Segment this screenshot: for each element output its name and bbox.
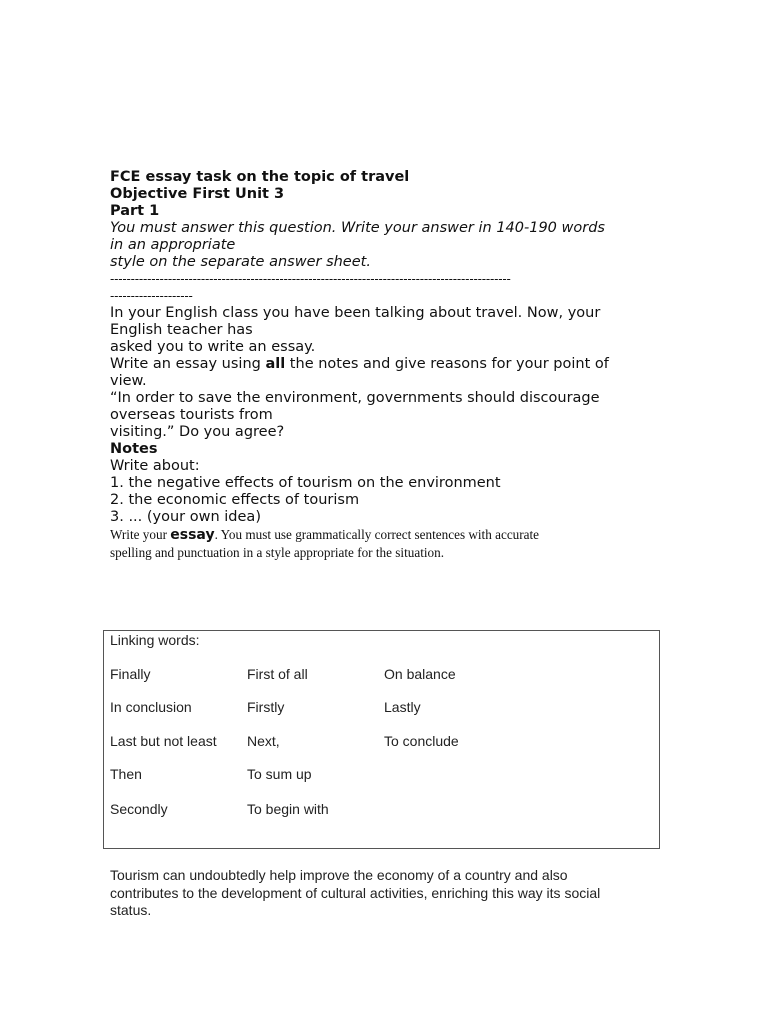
write-instruction-continued: view. xyxy=(110,373,147,389)
context-line: asked you to write an essay. xyxy=(110,339,316,355)
linking-word: Firstly xyxy=(247,699,285,715)
write-prefix: Write an essay using xyxy=(110,356,266,372)
final-instruction xyxy=(110,526,670,544)
linking-word: Finally xyxy=(110,666,151,682)
quote-line: visiting.” Do you agree? xyxy=(110,424,285,440)
linking-word: Next, xyxy=(247,733,280,749)
write-about: Write about: xyxy=(110,458,200,474)
final-instruction-continued: spelling and punctuation in a style appropriate for the situation. xyxy=(110,545,445,560)
instruction-line: style on the separate answer sheet. xyxy=(110,254,371,270)
linking-word: To sum up xyxy=(247,766,312,782)
paragraph-line: status. xyxy=(110,902,152,918)
task-heading: FCE essay task on the topic of travel xyxy=(110,169,410,185)
note-item: 3. ... (your own idea) xyxy=(110,509,261,525)
linking-word: Last but not least xyxy=(110,733,217,749)
instruction-line: in an appropriate xyxy=(110,237,236,253)
linking-words-box xyxy=(103,630,660,849)
note-item: 1. the negative effects of tourism on the environment xyxy=(110,475,501,491)
paragraph-line: contributes to the development of cultural activities, enriching this way its social xyxy=(110,884,601,901)
task-part: Part 1 xyxy=(110,203,160,219)
context-line: In your English class you have been talking about travel. Now, your xyxy=(110,305,601,321)
final-prefix: Write your xyxy=(110,527,171,542)
paragraph-line: Tourism can undoubtedly help improve the economy of a country and also xyxy=(110,867,568,883)
linking-word: On balance xyxy=(384,666,456,682)
quote-line: overseas tourists from xyxy=(110,407,273,423)
write-instruction xyxy=(110,356,670,373)
dashed-divider: -------------------- xyxy=(110,289,193,303)
final-emphasis: essay xyxy=(170,527,215,543)
linking-word: Lastly xyxy=(384,699,421,715)
linking-word: Secondly xyxy=(110,801,168,817)
final-suffix: . You must use grammatically correct sentences with accurate xyxy=(214,527,540,542)
notes-heading: Notes xyxy=(110,441,158,457)
sample-paragraph xyxy=(110,867,670,920)
dashed-divider: ------------------------------------------------------------------------------------------------- xyxy=(110,272,511,286)
linking-word: First of all xyxy=(247,666,308,682)
task-subheading: Objective First Unit 3 xyxy=(110,186,285,202)
context-line: English teacher has xyxy=(110,322,253,338)
linking-word: Then xyxy=(110,766,142,782)
linking-word: To begin with xyxy=(247,801,329,817)
quote-line: “In order to save the environment, governments should discourage xyxy=(110,390,600,406)
linking-word: To conclude xyxy=(384,733,459,749)
instruction-line: You must answer this question. Write your answer in 140-190 words xyxy=(110,220,605,236)
write-emphasis: all xyxy=(265,356,286,372)
note-item: 2. the economic effects of tourism xyxy=(110,492,360,508)
linking-words-title: Linking words: xyxy=(110,632,200,648)
write-suffix: the notes and give reasons for your point of xyxy=(285,356,609,372)
essay-task xyxy=(110,169,670,561)
linking-word: In conclusion xyxy=(110,699,192,715)
